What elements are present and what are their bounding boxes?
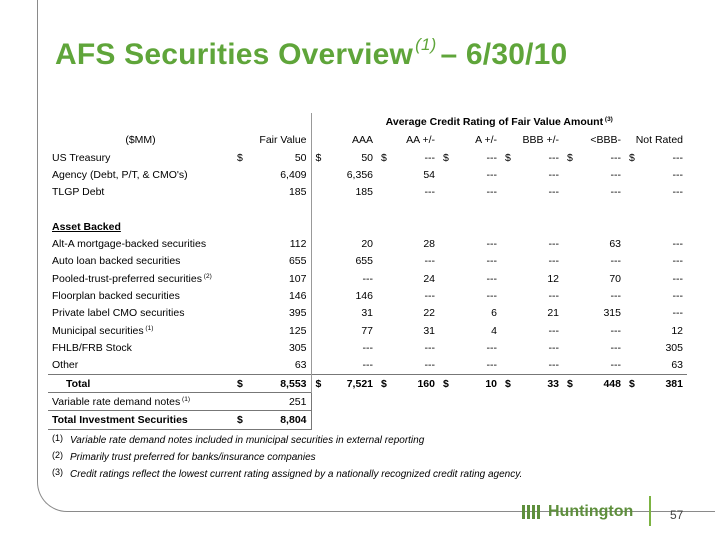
currency-symbol: [377, 270, 391, 287]
currency-symbol: [311, 270, 325, 287]
cell-value: 33: [515, 374, 563, 392]
currency-symbol: [311, 339, 325, 356]
cell-value: ---: [672, 290, 683, 303]
cell-value: ---: [672, 272, 683, 285]
row-label: Auto loan backed securities: [52, 255, 181, 268]
footnote-ref: (1): [180, 395, 190, 403]
currency-symbol: [563, 339, 577, 356]
cell-value: 12: [671, 324, 683, 337]
cell-value: 31: [423, 324, 435, 337]
cell-value: [325, 201, 377, 218]
cell-value: ---: [610, 186, 621, 199]
cell-value: 7,521: [325, 374, 377, 392]
table-row: [48, 322, 687, 339]
cell-value: 50: [294, 151, 307, 164]
cell-value: 185: [355, 186, 373, 199]
currency-symbol: [501, 218, 515, 235]
table-row: [48, 201, 687, 218]
currency-symbol: [625, 339, 639, 356]
cell-value: 20: [361, 238, 373, 251]
col-header-rating: <BBB-: [590, 133, 621, 146]
cell-value: 305: [288, 341, 307, 354]
currency-symbol: [563, 166, 577, 183]
currency-symbol: [439, 287, 453, 304]
cell-value: [391, 201, 439, 218]
currency-symbol: [311, 287, 325, 304]
cell-value: 12: [547, 272, 559, 285]
cell-value: ---: [548, 359, 559, 372]
row-label: Pooled-trust-preferred securities $^{(2)}$: [52, 272, 212, 285]
cell-value: 146: [288, 290, 307, 303]
currency-symbol: [311, 357, 325, 375]
row-label: Total: [48, 374, 233, 392]
col-header-mm: ($MM): [125, 133, 156, 146]
table-row: [48, 339, 687, 356]
page-title: [55, 35, 568, 72]
currency-symbol: [439, 270, 453, 287]
footnote-text: Credit ratings reflect the lowest current rating assigned by a nationally recognized credit rating agency.: [70, 469, 523, 480]
currency-symbol: [501, 287, 515, 304]
currency-symbol: [625, 201, 639, 218]
currency-symbol: [233, 253, 247, 270]
cell-value: 31: [361, 307, 373, 320]
cell-value: ---: [672, 151, 683, 164]
cell-value: ---: [424, 359, 435, 372]
footnote: [52, 466, 522, 483]
currency-symbol: [311, 305, 325, 322]
cell-value: 305: [665, 341, 683, 354]
currency-symbol: $: [233, 411, 247, 429]
cell-value: ---: [548, 290, 559, 303]
currency-symbol: [377, 339, 391, 356]
table-row: [48, 184, 687, 201]
cell-value: 6: [491, 307, 497, 320]
cell-value: ---: [610, 359, 621, 372]
currency-symbol: $: [381, 151, 387, 164]
currency-symbol: [563, 305, 577, 322]
cell-value: [577, 218, 625, 235]
currency-symbol: [563, 287, 577, 304]
huntington-logo: [522, 503, 633, 521]
currency-symbol: [625, 253, 639, 270]
cell-value: 24: [423, 272, 435, 285]
title-superscript: (1): [415, 35, 437, 54]
table-row: [48, 270, 687, 287]
row-label: Total Investment Securities: [48, 411, 233, 429]
currency-symbol: $: [237, 151, 243, 164]
footnote-text: Primarily trust preferred for banks/insurance companies: [70, 452, 316, 463]
cell-value: 4: [491, 324, 497, 337]
currency-symbol: [233, 339, 247, 356]
currency-symbol: [233, 201, 247, 218]
cell-value: ---: [424, 290, 435, 303]
currency-symbol: [439, 166, 453, 183]
currency-symbol: [439, 218, 453, 235]
table-row: [48, 166, 687, 183]
currency-symbol: [377, 218, 391, 235]
footnote-number: (1): [52, 432, 63, 443]
currency-symbol: [233, 184, 247, 201]
cell-value: ---: [362, 272, 373, 285]
cell-value: ---: [486, 186, 497, 199]
cell-value: ---: [548, 238, 559, 251]
row-label: Other: [52, 359, 79, 372]
currency-symbol: [233, 235, 247, 252]
footnote-number: (3): [52, 466, 63, 477]
cell-value: 54: [423, 168, 435, 181]
currency-symbol: [439, 357, 453, 375]
currency-symbol: [501, 201, 515, 218]
col-header-rating: Not Rated: [635, 133, 683, 146]
row-label: TLGP Debt: [52, 186, 105, 199]
currency-symbol: $: [439, 374, 453, 392]
credit-rating-group-header: Average Credit Rating of Fair Value Amount $^{(3)}$: [311, 113, 687, 130]
total-row: [48, 374, 687, 392]
cell-value: 21: [547, 307, 559, 320]
currency-symbol: $: [505, 151, 511, 164]
col-header-rating: A +/-: [475, 133, 497, 146]
cell-value: ---: [610, 341, 621, 354]
cell-value: ---: [486, 272, 497, 285]
currency-symbol: [233, 305, 247, 322]
cell-value: ---: [672, 255, 683, 268]
currency-symbol: [563, 218, 577, 235]
currency-symbol: [377, 235, 391, 252]
currency-symbol: [377, 253, 391, 270]
row-label: US Treasury: [52, 151, 111, 164]
footnote-ref: (2): [201, 272, 212, 280]
currency-symbol: [377, 287, 391, 304]
row-label: [48, 201, 233, 218]
cell-value: 251: [247, 393, 311, 411]
cell-value: 22: [423, 307, 435, 320]
currency-symbol: [311, 235, 325, 252]
currency-symbol: $: [377, 374, 391, 392]
cell-value: [639, 218, 687, 235]
col-header-fair-value: Fair Value: [259, 133, 307, 146]
cell-value: [247, 201, 311, 218]
grand-total-row: [48, 411, 687, 429]
currency-symbol: $: [501, 374, 515, 392]
cell-value: ---: [610, 324, 621, 337]
logo-text: Huntington: [548, 503, 634, 520]
cell-value: 8,804: [247, 411, 311, 429]
currency-symbol: [501, 235, 515, 252]
cell-value: ---: [672, 168, 683, 181]
currency-symbol: [625, 235, 639, 252]
currency-symbol: [563, 270, 577, 287]
row-label: Variable rate demand notes $^{(1)}$: [48, 393, 233, 411]
currency-symbol: [563, 253, 577, 270]
page-number: 57: [670, 508, 684, 522]
cell-value: [325, 218, 377, 235]
currency-symbol: [501, 322, 515, 339]
table-row: [48, 253, 687, 270]
currency-symbol: [439, 305, 453, 322]
currency-symbol: [439, 235, 453, 252]
cell-value: [391, 218, 439, 235]
currency-symbol: [377, 357, 391, 375]
cell-value: 63: [294, 359, 307, 372]
footnotes: [52, 432, 522, 483]
currency-symbol: $: [443, 151, 449, 164]
cell-value: 160: [391, 374, 439, 392]
cell-value: ---: [486, 290, 497, 303]
currency-symbol: [377, 201, 391, 218]
currency-symbol: [233, 270, 247, 287]
currency-symbol: [501, 339, 515, 356]
cell-value: 50: [361, 151, 373, 164]
cell-value: 28: [423, 238, 435, 251]
currency-symbol: [311, 166, 325, 183]
cell-value: ---: [486, 168, 497, 181]
currency-symbol: [311, 201, 325, 218]
currency-symbol: [625, 184, 639, 201]
cell-value: 63: [671, 359, 683, 372]
cell-value: [515, 218, 563, 235]
row-label: FHLB/FRB Stock: [52, 341, 132, 354]
cell-value: 112: [289, 238, 307, 251]
cell-value: 125: [288, 324, 307, 337]
cell-value: ---: [610, 168, 621, 181]
currency-symbol: [233, 287, 247, 304]
currency-symbol: [625, 218, 639, 235]
cell-value: ---: [672, 238, 683, 251]
currency-symbol: [377, 166, 391, 183]
currency-symbol: $: [629, 151, 635, 164]
currency-symbol: [311, 253, 325, 270]
currency-symbol: [501, 305, 515, 322]
logo-divider: [649, 496, 651, 526]
cell-value: ---: [548, 255, 559, 268]
cell-value: [453, 218, 501, 235]
cell-value: ---: [548, 151, 559, 164]
currency-symbol: [501, 184, 515, 201]
cell-value: 381: [639, 374, 687, 392]
currency-symbol: [625, 322, 639, 339]
cell-value: 63: [609, 238, 621, 251]
currency-symbol: $: [563, 374, 577, 392]
currency-symbol: [311, 184, 325, 201]
footnote: [52, 449, 522, 466]
cell-value: [247, 218, 311, 235]
currency-symbol: [233, 322, 247, 339]
cell-value: ---: [424, 255, 435, 268]
row-label: Municipal securities $^{(1)}$: [52, 324, 154, 337]
footnote-text: Variable rate demand notes included in municipal securities in external reporting: [70, 435, 425, 446]
cell-value: ---: [548, 324, 559, 337]
cell-value: 6,409: [280, 168, 307, 181]
currency-symbol: [563, 322, 577, 339]
cell-value: 107: [288, 272, 307, 285]
currency-symbol: [377, 305, 391, 322]
cell-value: ---: [672, 307, 683, 320]
column-header-row: [48, 130, 687, 149]
cell-value: ---: [486, 238, 497, 251]
currency-symbol: [563, 184, 577, 201]
cell-value: ---: [610, 290, 621, 303]
footnote-number: (2): [52, 449, 63, 460]
cell-value: 10: [453, 374, 501, 392]
cell-value: ---: [424, 341, 435, 354]
cell-value: ---: [424, 151, 435, 164]
cell-value: 315: [603, 307, 621, 320]
currency-symbol: [625, 166, 639, 183]
table-row: [48, 305, 687, 322]
cell-value: [515, 201, 563, 218]
currency-symbol: [233, 166, 247, 183]
cell-value: 8,553: [247, 374, 311, 392]
col-header-rating: BBB +/-: [522, 133, 559, 146]
currency-symbol: [439, 339, 453, 356]
row-label: Asset Backed: [52, 220, 121, 233]
cell-value: ---: [362, 359, 373, 372]
currency-symbol: [439, 322, 453, 339]
cell-value: 655: [288, 255, 307, 268]
currency-symbol: [625, 270, 639, 287]
cell-value: 6,356: [346, 168, 373, 181]
row-label: Alt-A mortgage-backed securities: [52, 238, 207, 251]
cell-value: ---: [486, 151, 497, 164]
footnote: [52, 432, 522, 449]
currency-symbol: [377, 322, 391, 339]
currency-symbol: $: [311, 149, 325, 166]
col-header-rating: AA +/-: [406, 133, 435, 146]
row-label: Agency (Debt, P/T, & CMO's): [52, 168, 188, 181]
cell-value: ---: [362, 341, 373, 354]
table-row: [48, 287, 687, 304]
currency-symbol: [439, 201, 453, 218]
cell-value: 185: [288, 186, 307, 199]
cell-value: ---: [548, 186, 559, 199]
cell-value: ---: [548, 168, 559, 181]
cell-value: 77: [361, 324, 373, 337]
cell-value: ---: [610, 255, 621, 268]
currency-symbol: [501, 166, 515, 183]
cell-value: [577, 201, 625, 218]
title-main: AFS Securities Overview: [55, 38, 414, 71]
currency-symbol: [377, 184, 391, 201]
cell-value: ---: [610, 151, 621, 164]
currency-symbol: [625, 357, 639, 375]
cell-value: [453, 201, 501, 218]
cell-value: 395: [288, 307, 307, 320]
footnote-ref: (1): [143, 324, 154, 332]
currency-symbol: [625, 305, 639, 322]
currency-symbol: [233, 357, 247, 375]
cell-value: ---: [672, 186, 683, 199]
table-row: [48, 235, 687, 252]
currency-symbol: $: [625, 374, 639, 392]
currency-symbol: [563, 201, 577, 218]
cell-value: 70: [609, 272, 621, 285]
currency-symbol: $: [311, 374, 325, 392]
header-group-row: [48, 113, 687, 130]
currency-symbol: [311, 322, 325, 339]
row-label: Private label CMO securities: [52, 307, 185, 320]
cell-value: ---: [424, 186, 435, 199]
table-row: [48, 149, 687, 166]
logo-icon: [522, 503, 544, 521]
table-row: [48, 357, 687, 375]
currency-symbol: [233, 218, 247, 235]
currency-symbol: [311, 218, 325, 235]
currency-symbol: [563, 357, 577, 375]
currency-symbol: [439, 184, 453, 201]
currency-symbol: [501, 253, 515, 270]
cell-value: 146: [355, 290, 373, 303]
securities-table: [48, 113, 687, 430]
currency-symbol: [501, 270, 515, 287]
row-label: Floorplan backed securities: [52, 290, 180, 303]
currency-symbol: [625, 287, 639, 304]
currency-symbol: $: [233, 374, 247, 392]
currency-symbol: $: [567, 151, 573, 164]
cell-value: [639, 201, 687, 218]
cell-value: 448: [577, 374, 625, 392]
cell-value: ---: [486, 359, 497, 372]
currency-symbol: [439, 253, 453, 270]
col-header-rating: AAA: [311, 130, 377, 149]
vrdn-row: [48, 393, 687, 411]
cell-value: 655: [355, 255, 373, 268]
cell-value: ---: [548, 341, 559, 354]
title-date: – 6/30/10: [440, 38, 568, 71]
currency-symbol: [563, 235, 577, 252]
currency-symbol: [501, 357, 515, 375]
cell-value: ---: [486, 255, 497, 268]
table-row: [48, 218, 687, 235]
cell-value: ---: [486, 341, 497, 354]
